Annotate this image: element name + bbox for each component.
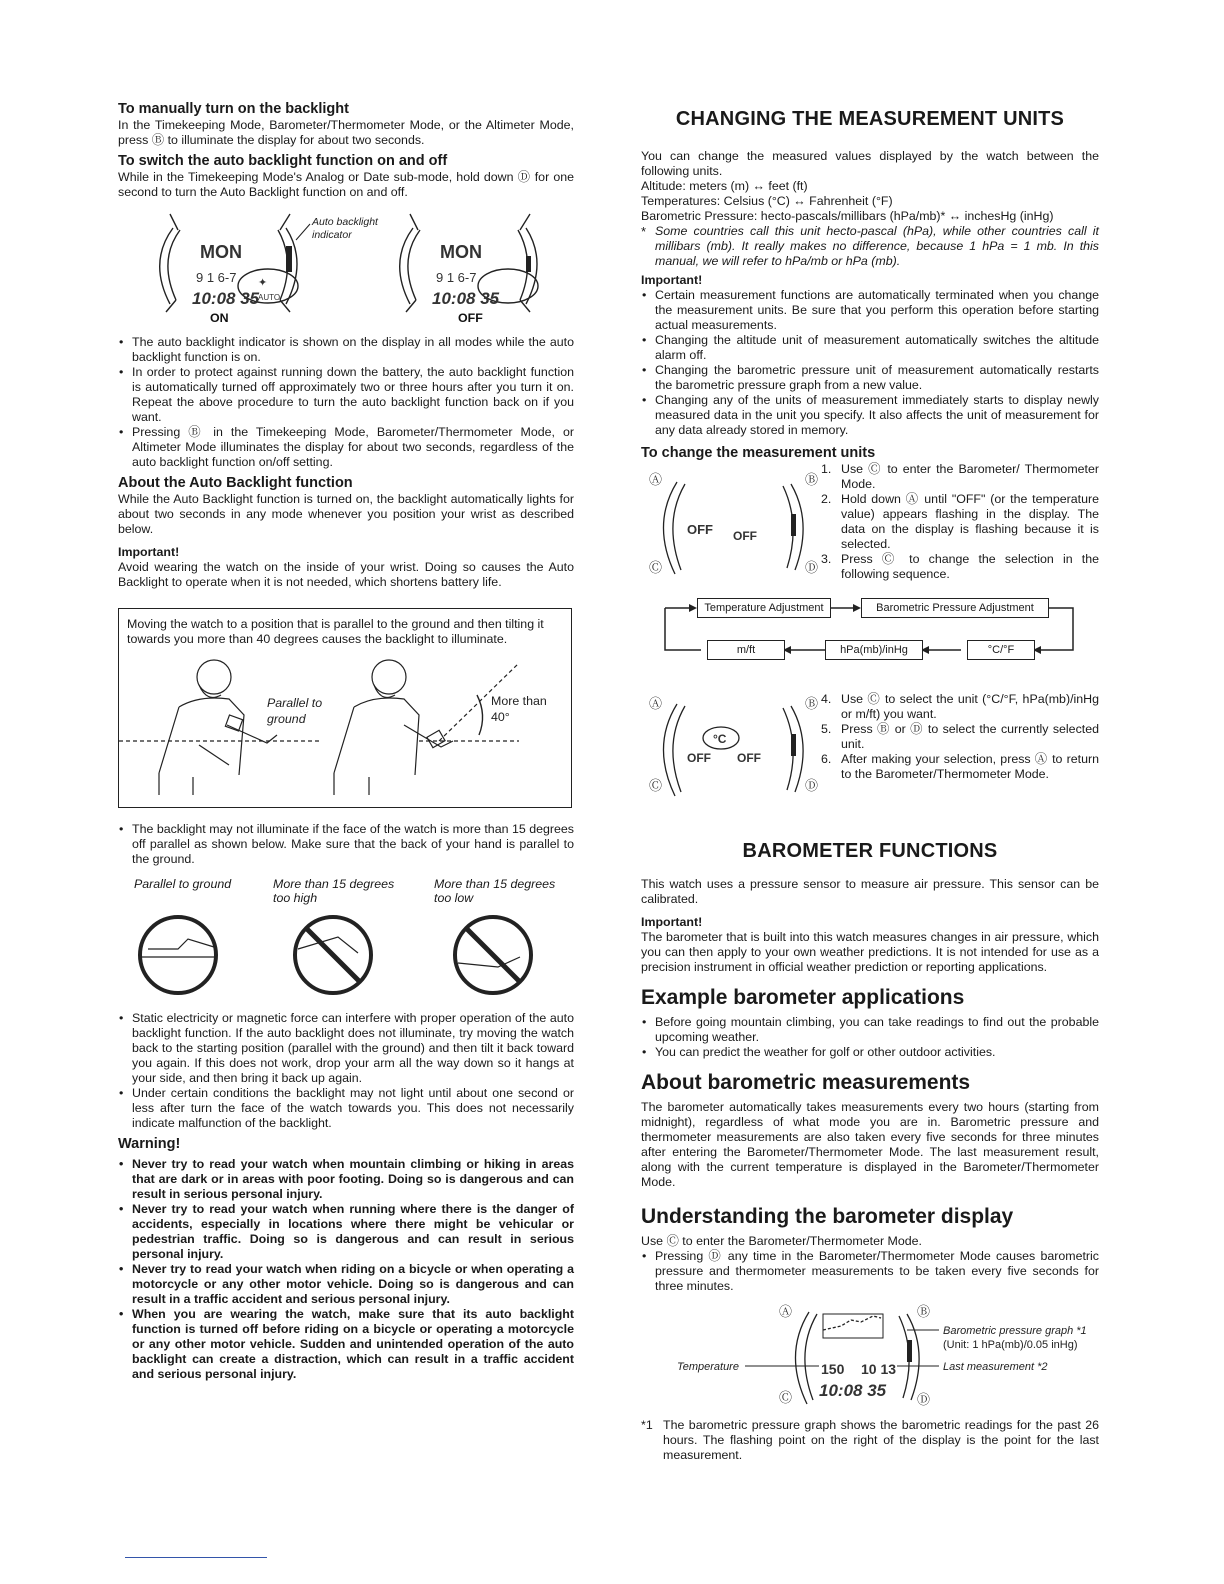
heading-about-barometric: About barometric measurements	[641, 1071, 971, 1094]
list-item: • Changing any of the units of measurement immediately starts to display newly measured data in the unit you specify. It also affects the unit of measurement for any data already stored in memory.	[641, 393, 1099, 438]
label-pressure-graph: Barometric pressure graph *1	[943, 1325, 1087, 1337]
heading-example-applications: Example barometer applications	[641, 986, 965, 1009]
list-item: • Certain measurement functions are automatically terminated when you change the measurement units. Be sure that you perform this operation before starting actual measurements.	[641, 288, 1099, 333]
label-last-measurement: Last measurement *2	[943, 1361, 1048, 1373]
note-text: Some countries call this unit hecto-pascal (hPa), while other countries call it millibars (mb). It really makes no difference, because 1 hPa = 1 mb. In this manual, we will refer to hPa/mb or hPa (mb).	[655, 224, 1099, 268]
caption-parallel: Parallel to ground	[134, 877, 232, 891]
on-auto-label: AUTO	[258, 293, 281, 302]
more-than-caption-1: More than	[491, 694, 547, 708]
footnote-mark: *1	[641, 1418, 653, 1432]
para-important-barometer: The barometer that is built into this watch measures changes in air pressure, which you can then apply to your own weather predictions. It is not intended for use as a precision instrument in official weather prediction or reporting applications.	[641, 930, 1099, 974]
list-item: • Pressing Ⓓ any time in the Barometer/Thermometer Mode causes barometric pressure and thermometer measurements to be taken every five seconds for three minutes.	[641, 1249, 1099, 1294]
watch-fig-1	[641, 462, 821, 584]
pressure-value: 10 13	[861, 1361, 897, 1377]
list-item: • Never try to read your watch when mountain climbing or hiking in areas that are dark or in areas with poor footing. Doing so is dangerous and can result in serious personal injury.	[118, 1157, 574, 1202]
right-column	[641, 108, 1099, 1463]
heading-change-units: To change the measurement units	[641, 445, 876, 461]
watch-fig-2	[641, 692, 821, 802]
important-label: Important!	[118, 545, 180, 559]
on-date: 9 1 6-7	[196, 270, 237, 285]
button-a-label: Ⓐ	[779, 1304, 793, 1319]
on-time: 10:08 35	[192, 289, 260, 308]
note-star: *	[641, 224, 647, 239]
para-about-auto-backlight: While the Auto Backlight function is turned on, the backlight automatically lights for about two seconds in any mode whenever you position your wrist as described below.	[118, 492, 574, 536]
list-item: 4. Use Ⓒ to select the unit (°C/°F, hPa(mb)/inHg or m/ft) you want.	[821, 692, 1099, 721]
display-off-left: OFF	[687, 751, 711, 765]
button-b-label: Ⓑ	[805, 472, 819, 487]
list-item: • Never try to read your watch when riding on a bicycle or when operating a motorcycle or any other motor vehicle. Doing so is dangerous and can result in a traffic accident and serious personal injury.	[118, 1262, 574, 1307]
unit-note	[641, 224, 1099, 269]
list-item: • Changing the barometric pressure unit of measurement automatically restarts the barometric pressure graph from a new value.	[641, 363, 1099, 393]
seq-temperature-adjustment: Temperature Adjustment	[697, 598, 831, 618]
more-than-caption-2: 40°	[491, 710, 510, 724]
change-steps-block	[641, 462, 1099, 584]
list-item: • Under certain conditions the backlight may not light until about one second or less after turn the face of the watch towards you. This does not necessarily indicate malfunction of the backlight.	[118, 1086, 574, 1131]
display-off-right: OFF	[733, 529, 757, 543]
para-barometer-intro: This watch uses a pressure sensor to measure air pressure. This sensor can be calibrated.	[641, 877, 1099, 906]
important-label: Important!	[641, 915, 703, 929]
parallel-caption-1: Parallel to	[267, 696, 323, 710]
static-notes	[118, 1011, 574, 1131]
heading-manual-backlight: To manually turn on the backlight	[118, 101, 349, 117]
seq-baro-adjustment: Barometric Pressure Adjustment	[861, 598, 1049, 618]
indicator-caption-1: Auto backlight	[312, 216, 378, 228]
label-unit: (Unit: 1 hPa(mb)/0.05 inHg)	[943, 1339, 1078, 1351]
off-label: OFF	[458, 311, 483, 325]
change-steps-list-b	[821, 692, 1099, 782]
seq-hpa-inhg: hPa(mb)/inHg	[825, 640, 923, 660]
list-item: • When you are wearing the watch, make sure that its auto backlight function is turned off before riding on a bicycle or operating a motorcycle or any other motor vehicle. Sudden and unintended operation of the auto backlight can create a distraction, which can result in a traffic accident and serious personal injury.	[118, 1307, 574, 1382]
list-item: • Before going mountain climbing, you can take readings to find out the probable upcoming weather.	[641, 1015, 1099, 1045]
watch-on-off-illustration	[118, 200, 574, 325]
unit-altitude: Altitude: meters (m) ↔ feet (ft)	[641, 179, 808, 193]
left-column	[118, 100, 574, 1382]
button-b-label: Ⓑ	[805, 696, 819, 711]
button-d-label: Ⓓ	[805, 778, 819, 793]
bottom-rule	[125, 1557, 267, 1558]
parallel-caption-2: ground	[267, 712, 306, 726]
important-list	[641, 288, 1099, 438]
display-off-right: OFF	[737, 751, 761, 765]
para-manual-backlight: In the Timekeeping Mode, Barometer/Thermometer Mode, or the Altimeter Mode, press Ⓑ to illuminate the display for about two seconds.	[118, 118, 574, 147]
list-item: 6. After making your selection, press Ⓐ to return to the Barometer/Thermometer Mode.	[821, 752, 1099, 781]
para-important: Avoid wearing the watch on the inside of your wrist. Doing so causes the Auto Backlight to operate when it is not needed, which shortens battery life.	[118, 560, 574, 589]
warning-list	[118, 1157, 574, 1382]
on-label: ON	[210, 311, 229, 325]
auto-backlight-figure	[118, 200, 574, 325]
select-steps-block	[641, 692, 1099, 804]
button-c-label: Ⓒ	[649, 778, 663, 793]
para-units-intro: You can change the measured values displayed by the watch between the following units.	[641, 149, 1099, 178]
para-understanding: Use Ⓒ to enter the Barometer/Thermometer Mode.	[641, 1234, 922, 1248]
off-time: 10:08 35	[432, 289, 500, 308]
list-item: • Pressing Ⓑ in the Timekeeping Mode, Barometer/Thermometer Mode, or Altimeter Mode illuminates the display for about two seconds, regardless of the auto backlight function on/off setting.	[118, 425, 574, 470]
off-date: 9 1 6-7	[436, 270, 477, 285]
unit-temperature: Temperatures: Celsius (°C) ↔ Fahrenheit (°F)	[641, 194, 893, 208]
barometer-display-figure	[641, 1300, 1099, 1410]
list-item: • The backlight may not illuminate if the face of the watch is more than 15 degrees off parallel as shown below. Make sure that the back of your hand is parallel to the ground.	[118, 822, 574, 867]
light-icon: ✦	[258, 277, 268, 289]
button-d-label: Ⓓ	[805, 560, 819, 575]
seq-c-f: °C/°F	[967, 640, 1035, 660]
barometer-watch-illustration	[641, 1300, 1099, 1410]
seq-mft: m/ft	[707, 640, 785, 660]
circle-ok	[140, 917, 216, 993]
button-c-label: Ⓒ	[649, 560, 663, 575]
off-day: MON	[440, 242, 482, 262]
heading-warning: Warning!	[118, 1136, 181, 1152]
caption-too-low: More than 15 degrees too low	[434, 877, 556, 905]
display-unit-c: °C	[713, 732, 727, 746]
list-item: • You can predict the weather for golf or other outdoor activities.	[641, 1045, 1099, 1060]
heading-switch-auto-backlight: To switch the auto backlight function on and off	[118, 153, 448, 169]
auto-backlight-notes	[118, 335, 574, 470]
button-a-label: Ⓐ	[649, 472, 663, 487]
list-item: 3. Press Ⓒ to change the selection in the following sequence.	[821, 552, 1099, 581]
tilt-instruction-box	[118, 608, 572, 808]
indicator-caption-2: indicator	[312, 229, 352, 241]
list-item: • In order to protect against running down the battery, the auto backlight function is automatically turned off approximately two or three hours after you turn it on. Repeat the above procedure to turn the auto backlight function back on if you want.	[118, 365, 574, 425]
para-switch-auto-backlight: While in the Timekeeping Mode's Analog or Date sub-mode, hold down Ⓓ for one second to turn the Auto Backlight function on and off.	[118, 170, 574, 199]
para-about-barometric: The barometer automatically takes measurements every two hours (starting from midnight), regardless of what mode you are in. Barometric pressure and thermometer measurements are also taken every five seconds for three minutes after entering the Barometer/Thermometer Mode. The last measurement result, along with the current temperature is displayed in the Barometer/Thermometer Mode.	[641, 1100, 1099, 1189]
button-a-label: Ⓐ	[649, 696, 663, 711]
button-b-label: Ⓑ	[917, 1304, 931, 1319]
heading-barometer-functions: BAROMETER FUNCTIONS	[742, 840, 998, 862]
auto-indicator-mark	[286, 246, 292, 272]
example-list	[641, 1015, 1099, 1060]
understanding-list	[641, 1249, 1099, 1294]
heading-understanding-display: Understanding the barometer display	[641, 1205, 1014, 1228]
on-day: MON	[200, 242, 242, 262]
caption-too-high: More than 15 degrees too high	[273, 877, 395, 905]
heading-about-auto-backlight: About the Auto Backlight function	[118, 475, 353, 491]
list-item: 1. Use Ⓒ to enter the Barometer/ Thermometer Mode.	[821, 462, 1099, 491]
unit-pressure: Barometric Pressure: hecto-pascals/millibars (hPa/mb)* ↔ inchesHg (inHg)	[641, 209, 1054, 223]
temperature-value: 150	[821, 1361, 845, 1377]
list-item: • Never try to read your watch when running where there is the danger of accidents, especially in locations where there might be vehicular or pedestrian traffic. Doing so is dangerous and can result in serious personal injury.	[118, 1202, 574, 1262]
label-temperature: Temperature	[677, 1361, 739, 1373]
list-item: • Static electricity or magnetic force can interfere with proper operation of the auto backlight function. If the auto backlight does not illuminate, try moving the watch back to the starting position (parallel with the ground) and then tilt it back toward you again. If this does not work, drop your arm all the way down so it hangs at your side, and then bring it back up again.	[118, 1011, 574, 1086]
list-item: 2. Hold down Ⓐ until "OFF" (or the temperature value) appears flashing in the display. The data on the display is flashing because it is selected.	[821, 492, 1099, 551]
parallel-notes	[118, 822, 574, 867]
list-item: 5. Press Ⓑ or Ⓓ to select the currently selected unit.	[821, 722, 1099, 751]
tilt-illustration	[119, 655, 557, 805]
footnote-text: The barometric pressure graph shows the barometric readings for the past 26 hours. The flashing point on the right of the display is the point for the last measurement.	[663, 1418, 1099, 1462]
selection-sequence-diagram	[641, 594, 1099, 684]
change-steps-list-a	[821, 462, 1099, 582]
heading-measurement-units: CHANGING THE MEASUREMENT UNITS	[675, 108, 1065, 130]
angle-figure	[118, 867, 574, 1007]
tilt-instruction-text: Moving the watch to a position that is parallel to the ground and then tilting it towards you more than 40 degrees causes the backlight to illuminate.	[127, 617, 544, 646]
time-value: 10:08 35	[819, 1381, 887, 1400]
list-item: • The auto backlight indicator is shown on the display in all modes while the auto backlight function is on.	[118, 335, 574, 365]
display-off-left: OFF	[687, 522, 713, 537]
button-c-label: Ⓒ	[779, 1390, 793, 1405]
footnote-1	[641, 1418, 1099, 1463]
important-label: Important!	[641, 273, 703, 287]
button-d-label: Ⓓ	[917, 1392, 931, 1407]
list-item: • Changing the altitude unit of measurement automatically switches the altitude alarm off.	[641, 333, 1099, 363]
